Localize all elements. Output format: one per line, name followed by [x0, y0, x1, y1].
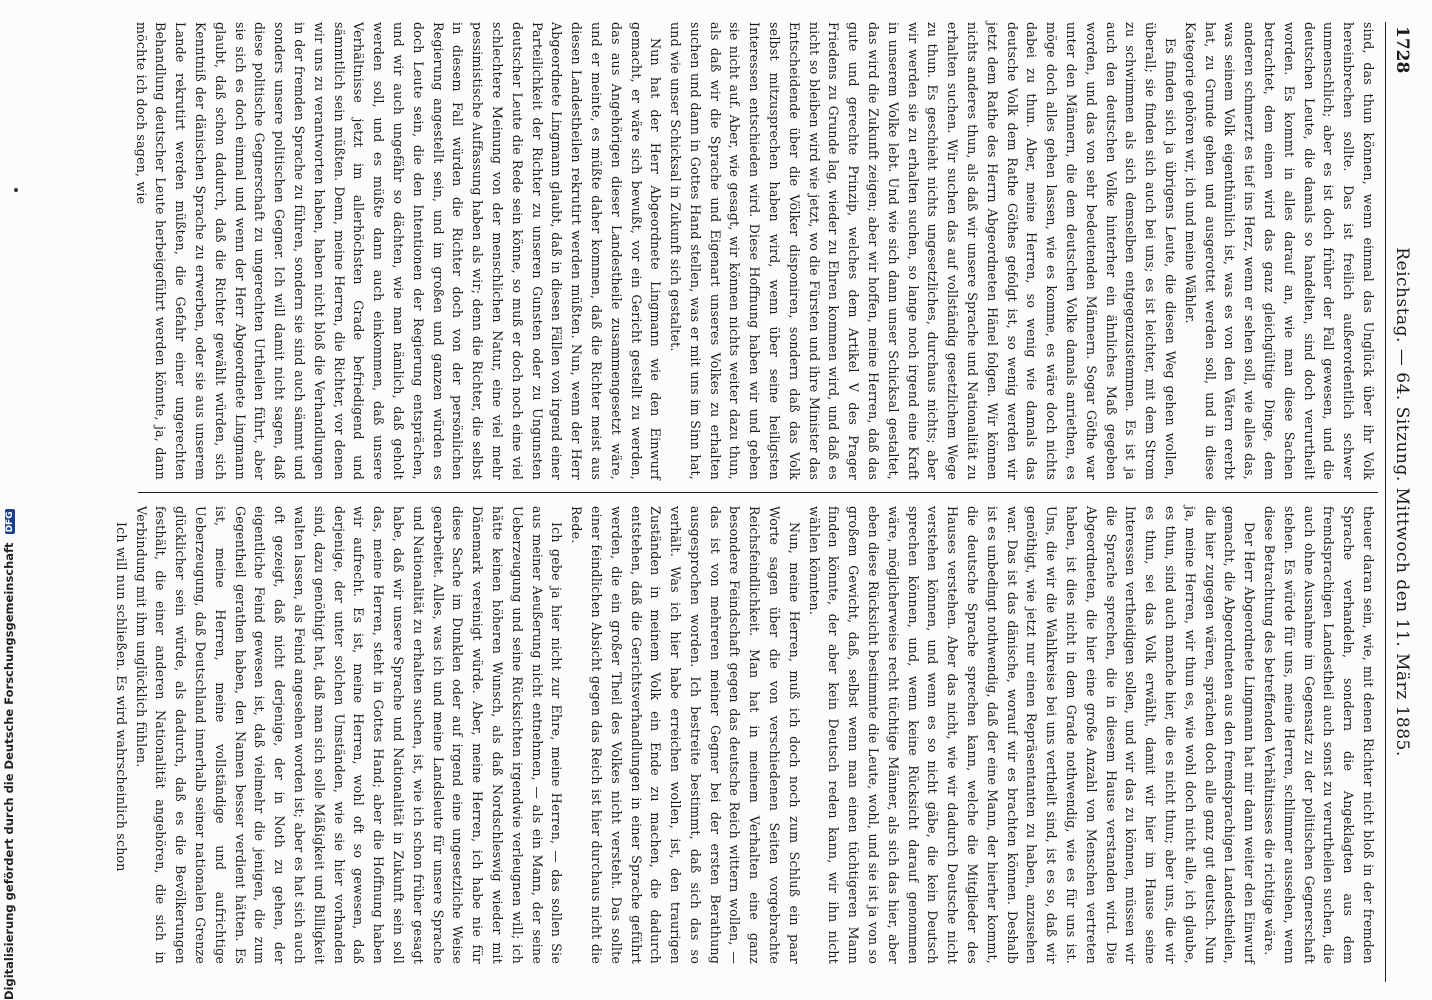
paragraph: sind, das thun können, wenn einmal das Unglück über ihr Volk hereinbrechen sollte. Das ist freilich außerordentlich schwer unmenschlich; aber es ist doch früher der Fall gewesen, und die deutschen Leute, die damals so handelten, sind doch verurtheilt worden. Es kommt in alles darauf an, wie man diese Sachen betrachtet, dem einen wird das ganz gleichgültige Dinge, dem anderen schmerzt es tief ins Herz, wenn er sehen soll, wie alles das, was seinem Volk eigenthümlich ist, was es von den Vätern ererbt hat, zu Grunde gehen und ausgerottet werden soll, und in diese Kategorie gehören wir, ich und meine Wähler.: [1182, 22, 1376, 480]
dfg-logo: DFG: [4, 511, 15, 533]
paragraph: Nun hat der Herr Abgeordnete Lingmann wie den Einwurf gemacht, er wäre sich bewußt, vor ein Gericht gestellt zu werden, das aus Angehörigen dieser Landestheile zusammengesetzt wäre, und er meinte, es müßte daher kommen, daß die Richter meist aus diesen Landestheilen rekrutirt werden müßten. Nun, wenn der Herr Abgeordnete Lingmann glaubt, daß in diesen Fällen von irgend einer Parteilichkeit der Richter zu unseren Gunsten oder zu Ungunsten deutscher Leute die Rede sein könne, so muß er doch noch eine viel schlechtere Meinung von der menschlichen Natur, eine viel mehr pessimistische Auffassung haben als wir; denn die Richter, die selbst in diesem Fall würden die Richter doch von der persönlichen Regierung angestellt sein, und im großen und ganzen würden es doch Leute sein, die den Intentionen der Regierung entsprächen, und wir auch ungefähr so dächten, wie man nämlich, daß geholt werden soll, und es müßte dann auch einkommen, daß unsere Verhältnisse jetzt im allerhöchsten Grade befriedigend und sämmtlich sein müßten. Denn, meine Herren, die Richter, vor denen wir uns zu verantworten haben, haben nicht bloß die Verhandlungen in der fremden Sprache zu führen, sondern sie sind auch sämmt und sonders unsere politischen Gegner. Ich will damit nicht sagen, daß diese politische Gegnerschaft zu ungerechten Urtheilen führt, aber sie sich es doch einmal und wenn der Herr Abgeordnete Lingmann glaubt, daß schon dadurch, daß die Richter gewählt würden, sich Kenntniß der dänischen Sprache zu erwerben, oder sie aus unserem Lande rekrutirt werden müßten, die Gefahr einer ungerechten Behandlung deutscher Leute herbeigeführt werden könnte, ja, dann möchte ich doch sagen, wie: [133, 22, 664, 480]
rotated-page-content: [96, 22, 1416, 982]
right-text-column: [113, 506, 1378, 964]
paragraph: Ich gebe ja hier nicht zur Ehre, meine Herren, — das sollen Sie aus meiner Aeußerung nicht entnehmen, — als ein Mann, der seine Ueberzeugung und seine Rücksichten irgendwie verleugnen will; ich hätte keinen höheren Wunsch, als daß Nordschleswig wieder mit Dänemark vereinigt würde. Aber, meine Herren, ich habe nie für diese Sache im Dunklen oder auf irgend eine ungesetzliche Weise gearbeitet. Alles, was ich und meine Landsleute für unsere Sprache und Nationalität zu erhalten suchen, ist, wie ich schon früher gesagt habe, daß wir unsere Sprache und Nationalität in Zukunft sein soll das, meine Herren, steht in Gottes Hand; aber die Hoffnung haben wir aufrecht. Es ist, meine Herren, wohl oft so gewesen, daß derjenige, der unter solchen Umständen, wie sie hier vorhanden sind, dazu genöthigt hat, daß man sich solle Mäßigkeit und Billigkeit walten lassen, als Feind angesehen worden ist; aber es hat sich auch oft gezeigt, daß nicht derjenige, der in Noth zu gehen, der eigentliche Feind gewesen ist, daß vielmehr die jenigen, die zum Gegentheil gerathen haben, den Namen besser verdient hätten. Es ist, meine Herren, meine vollständige und aufrichtige Ueberzeugung, daß Deutschland innerhalb seiner nationalen Grenze glücklicher sein würde, als dadurch, daß es die Bevölkerungen festhält, die einer anderen Nationalität angehören, die sich in Verbindung mit ihm unglücklich fühlen.: [133, 506, 565, 964]
paragraph: Der Herr Abgeordnete Lingmann hat mir dann weiter den Einwurf gemacht, die Abgeordneten aus den fremdsprachigen Landestheilen, die hier zugegen wären, sprächen doch alle ganz gut deutsch. Nun ja, meine Herren, wir thun es, wie wohl doch nicht alle, ich glaube, es thun, sind auch manche hier, die es nicht thun; aber uns, die wir es thun, sei das Volk erwählt, damit wir hier im Hause seine Interessen vertheidigen sollen, und wir das zu können, müssen wir die Sprache sprechen, die in diesem Hause verstanden wird. Die Abgeordneten, die hier eine große Anzahl von Menschen vertreten haben, ist dies nicht in dem Grade nothwendig, wie es für uns ist. Uns, die wir die Wahlkreise bei uns vertheilt sind, ist es so, daß wir genöthigt, wie jetzt nur einen Repräsentanten zu haben, anzusehen war. Das ist das dänische, worauf wir es brachten können. Deshalb ist es unbedingt nothwendig, daß der eine Mann, der hierher kommt, die deutsche Sprache sprechen kann, welche die Mitglieder des Hauses verstehen. Aber das nicht, wie wir dadurch Deutsche nicht verstehen können, und wenn es so nicht gäbe, die kein Deutsch sprechen können, und, wenn keine Rücksicht darauf genommen wäre, möglicherweise recht tüchtige Männer, als sich das hier, aber eben diese Rücksicht bestimmte die Leute, wohl, und sie ist ja von so großem Gewicht, daß, selbst wenn man einen tüchtigeren Mann finden könnte, der aber kein Deutsch reden kann, wir ihn nicht wählen könnten.: [806, 506, 1258, 964]
column-divider: [138, 492, 1378, 493]
page-number: 1728: [1392, 26, 1412, 74]
paragraph: Ich will nun schließen. Es wird wahrscheinlich schon: [113, 522, 129, 872]
credit-text: Digitalisierung gefördert durch die Deutsche Forschungsgemeinschaft: [2, 542, 16, 1000]
paragraph: theuer daran sein, wie, mit denen Richter nicht bloß in der fremden Sprache verhandeln, sondern die Angeklagten aus dem fremdsprachigen Landestheil auch sonst zu verurtheilen suchen, die auch ohne Ausnahme im Gegensatz zu der politischen Gegnerschaft stehen. Es würde für uns, meine Herren, schlimmer aussehen, wenn diese Betrachtung des betreffenden Verhältnisses die richtige wäre.: [1262, 506, 1376, 964]
paragraph: Nun, meine Herren, muß ich doch noch zum Schluß ein paar Worte sagen über die von verschiedenen Seiten vorgebrachte Reichsfeindlichkeit. Man hat in meinem Verhalten eine ganz besondere Feindschaft gegen das deutsche Reich wittern wollen, — das ist von mehreren meiner Gegner bei der ersten Berathung ausgesprochen worden. Ich bestreite bestimmt, daß sich das so verhält. Was ich hier habe erreichen wollen, ist, den traurigen Zuständen in meinem Volk ein Ende zu machen, die dadurch entstehen, daß die Gerichtsverhandlungen in einer Sprache geführt werden, die ein großer Theil des Volkes nicht versteht. Das sollte einer feindlichen Absicht gegen das Reich ist hier durchaus nicht die Rede.: [569, 506, 802, 964]
page-header: [1385, 22, 1416, 982]
page-title: Reichstag. — 64. Sitzung. Mittwoch den 11. März 1885.: [1392, 247, 1412, 757]
left-text-column: [133, 22, 1378, 480]
paragraph: Es finden sich ja übrigens Leute, die diesen Weg gehen wollen, überall; sie finden sich auch bei uns; es ist leichter, mit dem Strom zu schwimmen als sich demselben entgegenzustemmen. Es ist ja auch den deutschen Volke hinterher ein ähnliches Maß gegeben worden, und das von sehr bedeutenden Männern. Sogar Göthe war unter den Männern, die dem deutschen Volke damals anriethen, es möge doch alles gehen lassen, wie es komme, es wäre doch nichts dabei zu thun. Aber, meine Herren, so wenig wie damals das deutsche Volk dem Rathe Göthes gefolgt ist, so wenig werden wir jetzt dem Rathe des Herrn Abgeordneten Hänel folgen. Wir können nichts anderes thun, als daß wir unsere Sprache und Nationalität zu erhalten suchen. Wir suchen das auf vollständig gesetzlichem Wege zu thun. Es geschieht nichts ungesetzliches, durchaus nichts; aber wir werden sie zu erhalten suchen, so lange noch irgend eine Kraft in unserem Volke lebt. Und wie sich dann unser Schicksal gestaltet, das wird die Zukunft zeigen; aber wir hoffen, meine Herren, daß das gute und gerechte Prinzip, welches dem Artikel V des Prager Friedens zu Grunde lag, wieder zu Ehren kommen wird, und daß es nicht so bleiben wird wie jetzt, wo die Fürsten und ihre Minister das Entscheidende über die Völker disponiren, sondern daß das Volk selbst mitzusprechen haben wird, wenn über seine heiligsten Interessen entschieden wird. Diese Hoffnung haben wir und geben sie nicht auf. Aber, wie gesagt, wir können nichts weiter dazu thun, als daß wir die Sprache und Eigenart unseres Volkes zu erhalten suchen und dann in Gottes Hand stellen, was er mit uns im Sinn hat, und wie unser Schicksal in Zukunft sich gestaltet.: [668, 22, 1179, 480]
digitization-credit: [2, 0, 20, 1000]
